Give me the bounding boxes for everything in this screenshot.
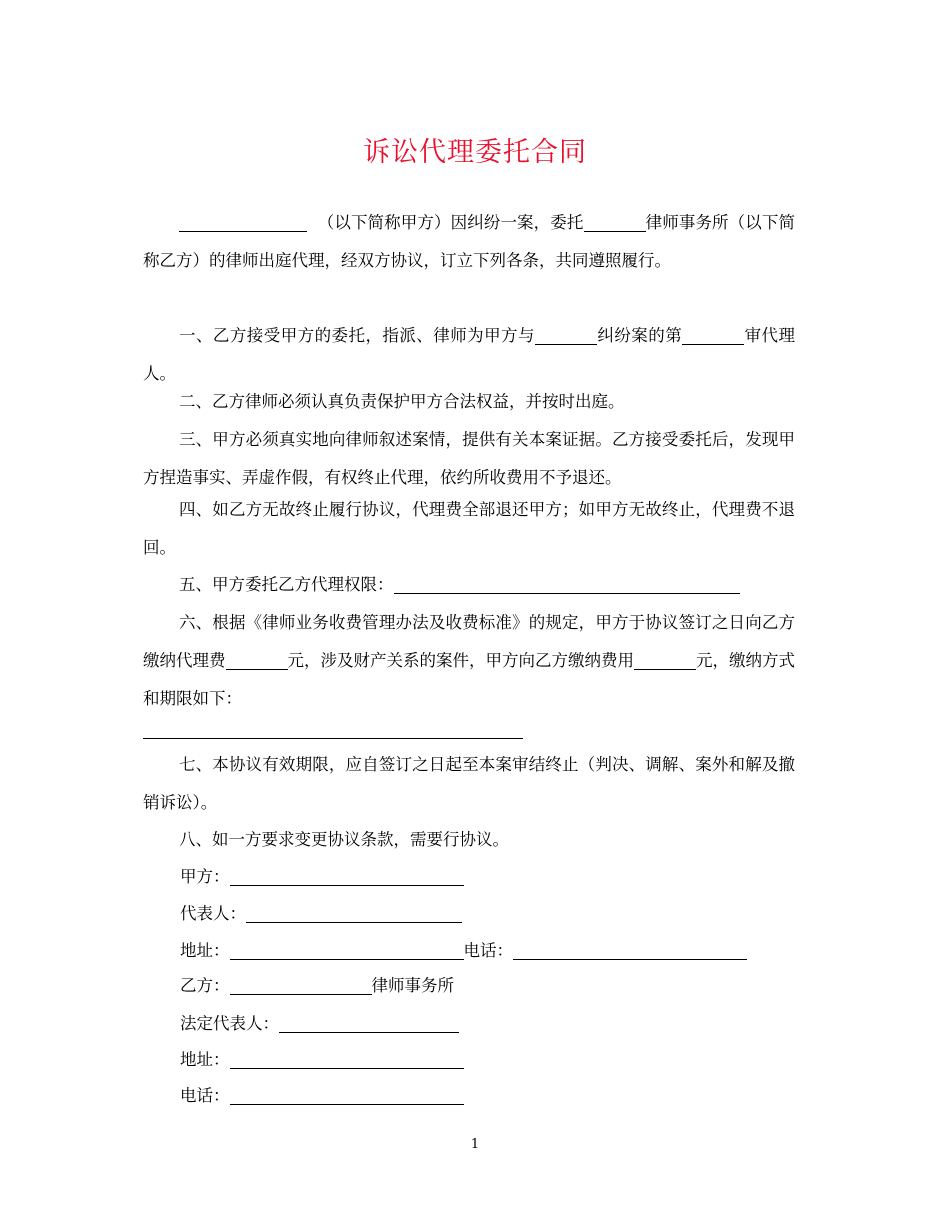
blank-dispute [535,324,597,345]
clause-8: 八、如一方要求变更协议条款，需要行协议。 [179,830,509,849]
blank-firm [584,211,646,232]
clause-6-text-a: 六、根据《律师业务收费管理办法及收费标准》的规定，甲方于协议签订之日向乙方缴纳代理费 [143,613,795,670]
blank-party-a [179,211,307,232]
sign-party-b [180,974,454,996]
address-2-label: 地址： [180,1050,230,1069]
clause-2: 二、乙方律师必须认真负责保护甲方合法权益，并按时出庭。 [179,392,625,411]
clause-1-text-c: 审代理人。 [143,326,796,383]
clause-5 [143,566,795,604]
sign-address-phone [180,939,747,961]
legal-rep-label: 法定代表人： [180,1014,279,1033]
intro-text-c: （以下简称乙方）的律师出庭代理，经双方协议，订立下列各条，共同遵照履行。 [143,213,796,270]
legal-rep-blank [279,1012,459,1033]
clause-6-text-c: 元，缴纳方式和期限如下： [143,651,795,708]
address-2-blank [230,1048,464,1069]
blank-instance [682,324,744,345]
intro-paragraph [143,204,795,280]
phone-label: 电话： [180,1086,230,1105]
document-title: 诉讼代理委托合同 [363,137,587,168]
clause-1-text-b: 纠纷案的第 [596,326,683,345]
sign-phone [180,1084,464,1106]
sign-address-2 [180,1048,464,1070]
clause-5-text: 五、甲方委托乙方代理权限： [179,575,394,594]
clause-7: 七、本协议有效期限，应自签订之日起至本案审结终止（判决、调解、案外和解及撤销诉讼）。 [143,755,795,812]
clause-6-text-b: 元，涉及财产关系的案件，甲方向乙方缴纳费用 [287,651,634,670]
sign-party-a [180,865,464,887]
sign-representative [180,902,462,924]
page-number: 1 [470,1137,480,1152]
clause-4: 四、如乙方无故终止履行协议，代理费全部退还甲方；如甲方无故终止，代理费不退回。 [143,500,795,557]
blank-authority [394,573,740,594]
party-a-label: 甲方： [180,867,230,886]
party-b-label: 乙方： [180,976,230,995]
sign-legal-rep [180,1012,459,1034]
blank-property-fee [634,649,696,670]
address-blank [230,939,464,960]
representative-label: 代表人： [180,904,246,923]
blank-agency-fee [226,649,288,670]
clause-6 [143,604,795,718]
intro-text-b: 律师事务所 [645,213,729,232]
payment-terms-line [143,738,523,739]
clause-1-text-a: 一、乙方接受甲方的委托，指派、律师为甲方与 [179,326,535,345]
intro-text-a: （以下简称甲方）因纠纷一案，委托 [317,213,584,232]
phone-blank-inline [513,939,747,960]
address-label: 地址： [180,941,230,960]
phone-label-inline: 电话： [463,941,513,960]
clause-1 [143,317,795,393]
clause-3: 三、甲方必须真实地向律师叙述案情，提供有关本案证据。乙方接受委托后，发现甲方捏造事实、弄虚作假，有权终止代理，依约所收费用不予退还。 [143,430,795,487]
party-a-blank [230,865,464,886]
party-b-blank [230,974,372,995]
phone-blank [230,1084,464,1105]
party-b-firm: 律师事务所 [371,976,454,995]
representative-blank [246,902,462,923]
